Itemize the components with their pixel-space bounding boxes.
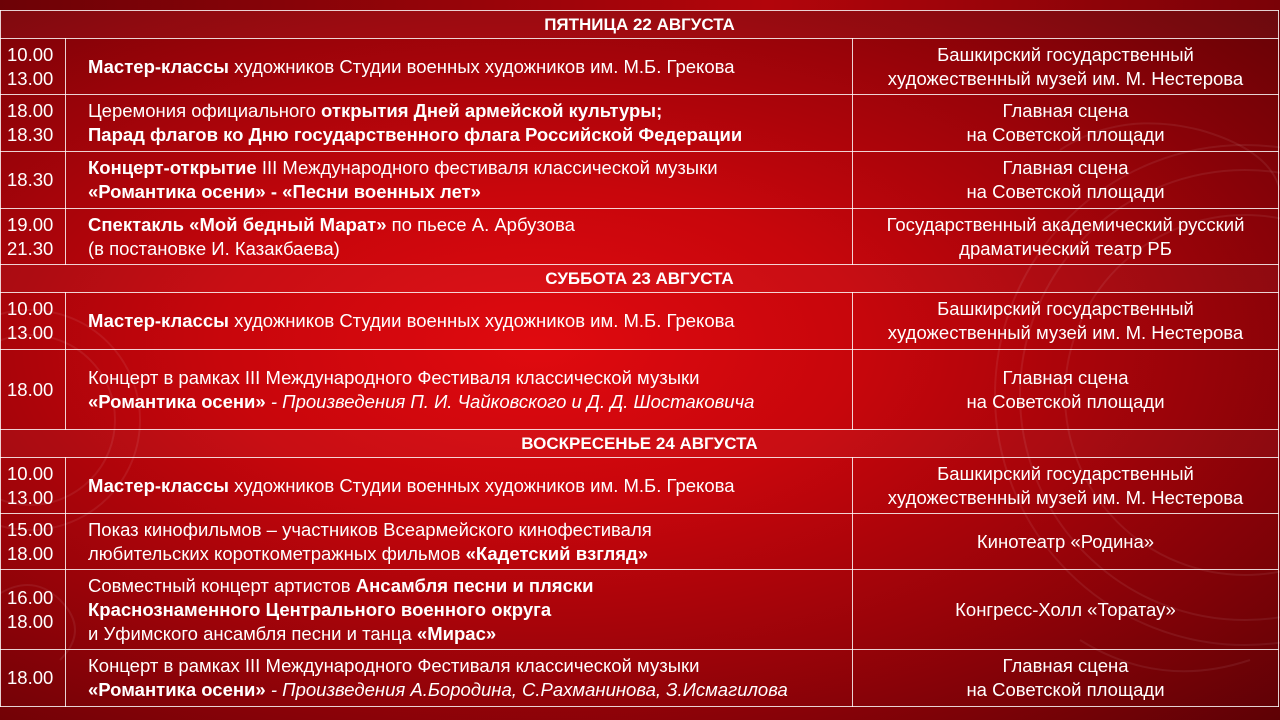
time-value: 18.30 — [7, 169, 54, 190]
event-line — [88, 309, 846, 333]
event-row — [1, 39, 1279, 95]
event-text: Церемония официального — [88, 100, 322, 121]
time-value: 18.00 — [7, 378, 54, 400]
event-text: Мастер-классы — [88, 55, 229, 77]
event-text: по пьесе А. Арбузова — [386, 213, 575, 235]
event-text: художников Студии военных художников им. М.Б. Грекова — [228, 310, 735, 331]
event-row — [1, 350, 1279, 430]
event-description — [66, 458, 853, 514]
event-line — [88, 518, 846, 542]
event-description — [66, 152, 853, 209]
top-border-strip — [0, 0, 1280, 10]
event-description — [66, 39, 853, 95]
event-line — [88, 55, 846, 79]
event-venue — [853, 650, 1279, 707]
event-venue — [853, 514, 1279, 570]
day-title: СУББОТА 23 АВГУСТА — [1, 265, 1279, 293]
event-line — [88, 99, 846, 123]
time-value: 13.00 — [7, 67, 54, 89]
event-venue — [853, 458, 1279, 514]
venue-line: Главная сцена — [1002, 157, 1129, 178]
event-time — [1, 293, 66, 350]
event-description — [66, 350, 853, 430]
event-row — [1, 293, 1279, 350]
time-value: 18.00 — [7, 100, 54, 121]
event-time — [1, 350, 66, 430]
event-time — [1, 514, 66, 570]
event-venue — [853, 95, 1279, 152]
time-value: 15.00 — [7, 518, 54, 540]
event-text: Совместный концерт артистов — [88, 574, 356, 596]
day-title: ПЯТНИЦА 22 АВГУСТА — [1, 11, 1279, 39]
venue-line: драматический театр РБ — [959, 237, 1172, 259]
event-text: (в постановке И. Казакбаева) — [88, 237, 340, 259]
event-text: любительских короткометражных фильмов — [88, 542, 466, 564]
venue-line: на Советской площади — [966, 390, 1165, 412]
event-row — [1, 514, 1279, 570]
event-text: Концерт в рамках III Международного Фестиваля классической музыки — [88, 366, 700, 388]
time-value: 18.00 — [7, 610, 54, 632]
event-time — [1, 650, 66, 707]
venue-line: художественный музей им. М. Нестерова — [887, 67, 1244, 89]
event-text: Спектакль «Мой бедный Марат» — [88, 213, 387, 235]
time-value: 19.00 — [7, 213, 54, 235]
venue-line: Главная сцена — [1002, 366, 1129, 388]
venue-line: художественный музей им. М. Нестерова — [887, 486, 1244, 508]
event-text: - Произведения П. И. Чайковского и Д. Д. Шостаковича — [265, 390, 755, 412]
event-line — [88, 123, 846, 147]
event-venue — [853, 209, 1279, 265]
venue-line: на Советской площади — [966, 679, 1165, 700]
venue-line: на Советской площади — [966, 181, 1165, 202]
event-text: открытия Дней армейской культуры; — [321, 100, 663, 121]
time-value: 16.00 — [7, 586, 54, 608]
event-text: Концерт в рамках III Международного Фестиваля классической музыки — [88, 655, 700, 676]
event-text: Показ кинофильмов – участников Всеармейского кинофестиваля — [88, 518, 652, 540]
venue-line: Башкирский государственный — [937, 43, 1194, 65]
event-description — [66, 95, 853, 152]
schedule-table — [0, 10, 1279, 707]
event-line — [88, 622, 846, 646]
time-value: 21.30 — [7, 237, 54, 259]
venue-line: Башкирский государственный — [937, 462, 1194, 484]
event-description — [66, 514, 853, 570]
event-text: художников Студии военных художников им. М.Б. Грекова — [228, 474, 735, 496]
event-text: и Уфимского ансамбля песни и танца — [88, 622, 417, 644]
venue-line: Кинотеатр «Родина» — [976, 530, 1155, 552]
event-venue — [853, 293, 1279, 350]
time-value: 18.30 — [7, 124, 54, 145]
venue-line: Башкирский государственный — [937, 298, 1194, 319]
event-description — [66, 650, 853, 707]
event-row — [1, 209, 1279, 265]
event-text: Парад флагов ко Дню государственного флага Российской Федерации — [88, 124, 743, 145]
event-text: «Романтика осени» — [88, 390, 266, 412]
time-value: 10.00 — [7, 298, 54, 319]
event-text: «Кадетский взгляд» — [465, 542, 649, 564]
day-title: ВОСКРЕСЕНЬЕ 24 АВГУСТА — [1, 430, 1279, 458]
event-line — [88, 390, 846, 414]
event-text: Ансамбля песни и пляски — [355, 574, 594, 596]
event-text: Мастер-классы — [88, 310, 229, 331]
venue-line: Конгресс-Холл «Торатау» — [955, 598, 1176, 620]
event-line — [88, 180, 846, 204]
event-time — [1, 458, 66, 514]
event-line — [88, 598, 846, 622]
event-description — [66, 293, 853, 350]
venue-line: на Советской площади — [966, 124, 1165, 145]
event-venue — [853, 152, 1279, 209]
event-line — [88, 574, 846, 598]
event-row — [1, 458, 1279, 514]
event-time — [1, 570, 66, 650]
event-text: Краснознаменного Центрального военного округа — [88, 598, 552, 620]
time-value: 13.00 — [7, 486, 54, 508]
day-header-row — [1, 265, 1279, 293]
event-text: Концерт-открытие — [88, 157, 257, 178]
event-line — [88, 237, 846, 261]
event-description — [66, 570, 853, 650]
event-row — [1, 152, 1279, 209]
event-text: «Романтика осени» — [88, 679, 266, 700]
venue-line: Главная сцена — [1002, 100, 1129, 121]
time-value: 13.00 — [7, 322, 54, 343]
event-line — [88, 542, 846, 566]
event-row — [1, 570, 1279, 650]
event-venue — [853, 350, 1279, 430]
event-line — [88, 474, 846, 498]
event-line — [88, 654, 846, 678]
event-text: - Произведения А.Бородина, С.Рахманинова, З.Исмагилова — [265, 679, 788, 700]
time-value: 10.00 — [7, 462, 54, 484]
time-value: 18.00 — [7, 667, 54, 688]
time-value: 10.00 — [7, 43, 54, 65]
event-text: «Романтика осени» - «Песни военных лет» — [88, 181, 481, 202]
event-text: III Международного фестиваля классической музыки — [256, 157, 718, 178]
event-text: «Мирас» — [416, 622, 497, 644]
day-header-row — [1, 11, 1279, 39]
day-header-row — [1, 430, 1279, 458]
event-line — [88, 213, 846, 237]
venue-line: Государственный академический русский — [886, 213, 1245, 235]
venue-line: художественный музей им. М. Нестерова — [887, 322, 1244, 343]
event-text: Мастер-классы — [88, 474, 229, 496]
event-row — [1, 95, 1279, 152]
event-text: художников Студии военных художников им. М.Б. Грекова — [228, 55, 735, 77]
event-time — [1, 152, 66, 209]
event-time — [1, 39, 66, 95]
venue-line: Главная сцена — [1002, 655, 1129, 676]
event-description — [66, 209, 853, 265]
event-row — [1, 650, 1279, 707]
event-line — [88, 366, 846, 390]
event-line — [88, 156, 846, 180]
event-line — [88, 678, 846, 702]
event-venue — [853, 39, 1279, 95]
event-time — [1, 209, 66, 265]
event-venue — [853, 570, 1279, 650]
event-time — [1, 95, 66, 152]
time-value: 18.00 — [7, 542, 54, 564]
